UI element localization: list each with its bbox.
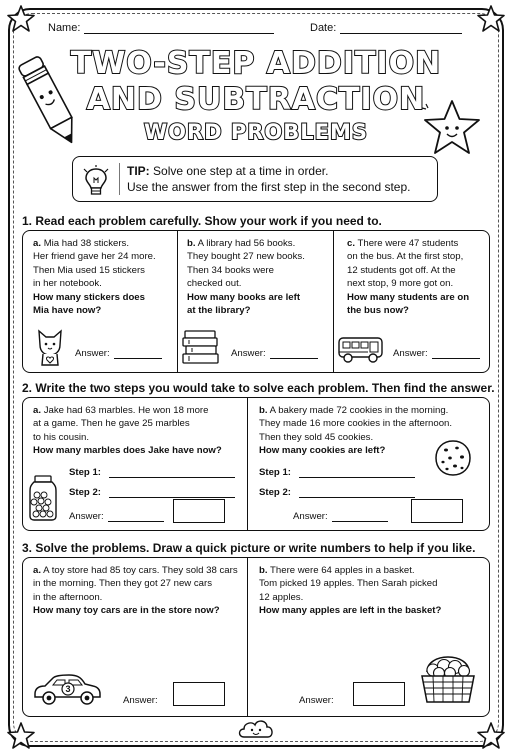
- problem-2a: [33, 404, 222, 458]
- problem-3b: [259, 564, 441, 618]
- answer-field[interactable]: [231, 348, 318, 359]
- bus-icon: [337, 335, 385, 365]
- name-label: Name:: [48, 22, 81, 34]
- problem-text: A bakery made 72 cookies in the morning.: [269, 405, 449, 416]
- problem-question: at the library?: [187, 305, 251, 317]
- step-1-field[interactable]: [69, 467, 235, 478]
- answer-box[interactable]: [173, 682, 225, 706]
- answer-box[interactable]: [173, 499, 225, 523]
- answer-label: Answer:: [69, 511, 104, 522]
- tip-label: TIP:: [127, 164, 150, 178]
- answer-line[interactable]: [332, 512, 388, 522]
- problem-text: on the bus. At the first stop,: [347, 251, 464, 263]
- problem-text: Then Mia used 15 stickers: [33, 264, 145, 276]
- answer-label: Answer:: [293, 511, 328, 522]
- problem-text: Tom picked 19 apples. Then Sarah picked: [259, 578, 438, 590]
- books-icon: [181, 327, 221, 367]
- answer-field[interactable]: [69, 511, 164, 522]
- problem-text: Then 34 books were: [187, 264, 274, 276]
- problem-text: A library had 56 books.: [197, 238, 296, 249]
- problem-label: a.: [33, 238, 42, 249]
- answer-line[interactable]: [432, 349, 480, 359]
- step-1-field[interactable]: [259, 467, 415, 478]
- answer-label: Answer:: [75, 348, 110, 359]
- problem-1a: [33, 237, 156, 317]
- step-label: Step 1:: [69, 467, 101, 478]
- step-label: Step 1:: [259, 467, 291, 478]
- answer-line[interactable]: [108, 512, 164, 522]
- answer-field[interactable]: [393, 348, 480, 359]
- answer-field[interactable]: [123, 695, 158, 706]
- smiling-star-icon: [420, 98, 484, 158]
- problem-text: They bought 27 new books.: [187, 251, 305, 263]
- step-label: Step 2:: [69, 487, 101, 498]
- problem-question: How many stickers does: [33, 291, 145, 303]
- date-line[interactable]: [340, 23, 462, 34]
- problem-3a: [33, 564, 238, 618]
- problem-question: Mia have now?: [33, 305, 102, 317]
- car-number: 3: [65, 684, 71, 694]
- problem-text: Jake had 63 marbles. He won 18 more: [43, 405, 209, 416]
- star-icon: [476, 721, 506, 751]
- tip-divider: [119, 163, 120, 195]
- divider: [333, 231, 334, 372]
- problem-2b: [259, 404, 452, 458]
- problem-1c: [347, 237, 469, 317]
- section-2-heading: 2. Write the two steps you would take to solve each problem. Then find the answer.: [22, 381, 495, 395]
- problem-text: Mia had 38 stickers.: [43, 238, 130, 249]
- problem-question: How many marbles does Jake have now?: [33, 445, 222, 457]
- answer-field[interactable]: [75, 348, 162, 359]
- problem-label: a.: [33, 565, 42, 576]
- answer-line[interactable]: [270, 349, 318, 359]
- star-icon: [6, 721, 36, 751]
- worksheet-title-line2: AND SUBTRACTION: [86, 82, 426, 117]
- problem-text: Her friend gave her 24 more.: [33, 251, 156, 263]
- problem-text: A toy store had 85 toy cars. They sold 38 cars: [43, 565, 238, 576]
- problem-1b: [187, 237, 305, 317]
- name-field[interactable]: [48, 22, 274, 34]
- problem-label: b.: [259, 405, 268, 416]
- problem-label: c.: [347, 238, 356, 249]
- divider: [247, 558, 248, 716]
- star-icon: [6, 4, 36, 34]
- section-3-heading: 3. Solve the problems. Draw a quick picture or write numbers to help if you like.: [22, 541, 476, 555]
- problem-question: How many cookies are left?: [259, 445, 386, 457]
- divider: [247, 398, 248, 530]
- answer-label: Answer:: [393, 348, 428, 359]
- problem-question: How many apples are left in the basket?: [259, 605, 442, 617]
- tip-text: [127, 163, 410, 195]
- step-2-field[interactable]: [259, 487, 415, 498]
- answer-label: Answer:: [299, 695, 334, 706]
- section-1-panel: [22, 230, 490, 373]
- step-line[interactable]: [299, 468, 415, 478]
- section-2-panel: [22, 397, 490, 531]
- problem-text: They made 16 more cookies in the afternoon.: [259, 418, 453, 430]
- tip-line2: Use the answer from the first step in the second step.: [127, 180, 411, 194]
- problem-question: the bus now?: [347, 305, 409, 317]
- answer-field[interactable]: [299, 695, 334, 706]
- worksheet-subtitle: WORD PROBLEMS: [143, 120, 369, 144]
- answer-line[interactable]: [114, 349, 162, 359]
- apple-basket-icon: [419, 644, 477, 706]
- date-field[interactable]: [310, 22, 462, 34]
- answer-label: Answer:: [123, 695, 158, 706]
- answer-field[interactable]: [293, 511, 388, 522]
- problem-text: next stop, 9 more got on.: [347, 278, 454, 290]
- step-line[interactable]: [299, 488, 415, 498]
- problem-question: How many toy cars are in the store now?: [33, 605, 220, 617]
- answer-box[interactable]: [353, 682, 405, 706]
- answer-label: Answer:: [231, 348, 266, 359]
- problem-text: Then they sold 45 cookies.: [259, 431, 374, 443]
- lightbulb-icon: [83, 165, 109, 197]
- problem-label: b.: [187, 238, 196, 249]
- date-label: Date:: [310, 22, 337, 34]
- cat-icon: [33, 325, 67, 367]
- problem-question: How many students are on: [347, 291, 470, 303]
- problem-label: b.: [259, 565, 268, 576]
- problem-text: in the morning. Then they got 27 new cars: [33, 578, 213, 590]
- step-line[interactable]: [109, 488, 235, 498]
- step-line[interactable]: [109, 468, 235, 478]
- step-2-field[interactable]: [69, 487, 235, 498]
- problem-text: There were 47 students: [357, 238, 459, 249]
- problem-text: 12 apples.: [259, 591, 304, 603]
- step-label: Step 2:: [259, 487, 291, 498]
- marble-jar-icon: [27, 474, 59, 522]
- problem-text: There were 64 apples in a basket.: [270, 565, 415, 576]
- problem-text: in her notebook.: [33, 278, 102, 290]
- worksheet-title-line1: TWO-STEP ADDITION: [70, 46, 442, 81]
- problem-text: in the afternoon.: [33, 591, 103, 603]
- problem-text: 12 students got off. At the: [347, 264, 456, 276]
- problem-label: a.: [33, 405, 42, 416]
- problem-question: How many books are left: [187, 291, 301, 303]
- answer-box[interactable]: [411, 499, 463, 523]
- tip-line1: Solve one step at a time in order.: [153, 164, 329, 178]
- cookie-icon: [433, 438, 473, 478]
- problem-text: at a game. Then he gave 25 marbles: [33, 418, 190, 430]
- divider: [177, 231, 178, 372]
- name-line[interactable]: [84, 23, 274, 34]
- star-icon: [476, 4, 506, 34]
- problem-text: to his cousin.: [33, 431, 89, 443]
- section-3-panel: [22, 557, 490, 717]
- tip-box: [72, 156, 438, 202]
- smiling-cloud-icon: [236, 715, 276, 741]
- section-1-heading: 1. Read each problem carefully. Show your work if you need to.: [22, 214, 382, 228]
- problem-text: checked out.: [187, 278, 242, 290]
